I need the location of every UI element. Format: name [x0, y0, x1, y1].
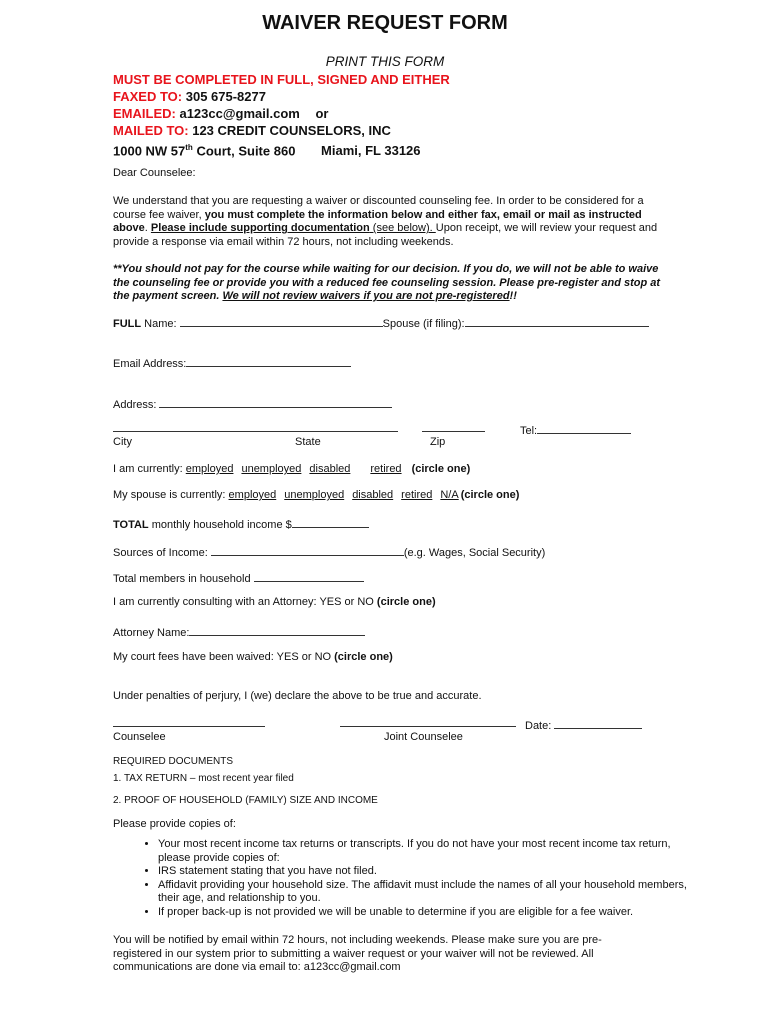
must-complete-line: MUST BE COMPLETED IN FULL, SIGNED AND EITHER	[113, 72, 450, 87]
intro-text-c: .	[144, 222, 151, 234]
spouse-employment-row	[113, 489, 519, 501]
name-field[interactable]	[180, 315, 383, 327]
bullet-item: • IRS statement stating that you have not filed.	[158, 865, 703, 879]
option-retired[interactable]: retired	[370, 463, 402, 475]
address-label: Address:	[113, 399, 160, 411]
bullet-item: • Affidavit providing your household size. The affidavit must include the names of all your household members, their age, and relationship to you.	[158, 879, 703, 906]
attorney-name-label: Attorney Name:	[113, 627, 190, 639]
street-line	[113, 139, 421, 159]
court-fees-circle-one: (circle one)	[334, 651, 393, 663]
sources-field[interactable]	[211, 544, 404, 556]
address-row	[113, 396, 392, 411]
spouse-field[interactable]	[465, 315, 649, 327]
zip-label: Zip	[430, 436, 446, 448]
spouse-option-na[interactable]: N/A	[440, 489, 459, 501]
fax-line	[113, 88, 266, 105]
tel-label: Tel:	[520, 425, 538, 437]
required-bullets	[113, 838, 703, 919]
counselee-label: Counselee	[113, 731, 166, 743]
email-label: Email Address:	[113, 358, 187, 370]
email-line	[113, 105, 328, 122]
date-label: Date:	[525, 720, 555, 732]
email-field[interactable]	[186, 355, 351, 367]
form-title: WAIVER REQUEST FORM	[262, 12, 508, 34]
bullet-item: • Your most recent income tax returns or transcripts. If you do not have your most recent income tax return, please provide copies of:	[158, 838, 703, 865]
joint-counselee-label: Joint Counselee	[384, 731, 463, 743]
members-field[interactable]	[254, 570, 364, 582]
intro-text-see-below: (see below).	[369, 222, 436, 234]
option-unemployed[interactable]: unemployed	[241, 463, 302, 475]
sources-hint: (e.g. Wages, Social Security)	[403, 547, 546, 559]
spouse-currently-label: My spouse is currently:	[113, 489, 229, 501]
income-label: monthly household income $	[148, 519, 292, 531]
required-item-2: 2. PROOF OF HOUSEHOLD (FAMILY) SIZE AND INCOME	[113, 795, 378, 806]
spouse-label: Spouse (if filing):	[382, 318, 465, 330]
spouse-option-retired[interactable]: retired	[401, 489, 433, 501]
attorney-circle-one: (circle one)	[376, 596, 436, 608]
required-item-1: 1. TAX RETURN – most recent year filed	[113, 773, 294, 784]
members-row	[113, 570, 364, 585]
tel-field[interactable]	[537, 422, 631, 434]
warning-text-c: !!	[509, 290, 517, 302]
option-disabled[interactable]: disabled	[309, 463, 351, 475]
fax-number: 305 675-8277	[185, 89, 266, 104]
joint-signature-field[interactable]	[340, 715, 516, 727]
members-label: Total members in household	[113, 573, 254, 585]
employment-row	[113, 463, 470, 475]
income-field[interactable]	[292, 516, 369, 528]
total-label: TOTAL	[113, 519, 149, 531]
mailed-line	[113, 122, 391, 139]
mailed-label: MAILED TO:	[113, 123, 189, 138]
attorney-name-field[interactable]	[189, 624, 365, 636]
court-fees-row	[113, 651, 393, 663]
street-suffix: Court, Suite 860	[196, 143, 296, 159]
counselee-signature-field[interactable]	[113, 715, 265, 727]
intro-text-documentation: Please include supporting documentation	[150, 222, 370, 234]
street-sup: th	[185, 143, 193, 152]
attorney-consult-row	[113, 596, 436, 608]
zip-field[interactable]	[422, 420, 485, 432]
intro-text-f: Upon receipt, we will review your request and provide a response via email within 72 hours, not including weekends.	[113, 222, 658, 248]
court-fees-text: My court fees have been waived: YES or NO	[113, 651, 335, 663]
spouse-option-unemployed[interactable]: unemployed	[284, 489, 345, 501]
required-heading: REQUIRED DOCUMENTS	[113, 756, 234, 767]
greeting: Dear Counselee:	[113, 167, 196, 179]
income-row	[113, 516, 369, 531]
spouse-option-employed[interactable]: employed	[228, 489, 277, 501]
city-state-field[interactable]	[113, 420, 398, 432]
spouse-circle-one-note: (circle one)	[460, 489, 520, 501]
city-state-zip: Miami, FL 33126	[321, 143, 421, 159]
intro-text-bold: you must complete the information below and either fax, email or mail as instructed above	[113, 208, 642, 234]
spouse-option-disabled[interactable]: disabled	[352, 489, 394, 501]
name-row	[113, 315, 649, 330]
footer-note: You will be notified by email within 72 hours, not including weekends. Please make sure you are pre-registered in our system prior to submitting a waiver request or your waiver will not be reviewed. All communications are done via email to: a123cc@gmail.com	[113, 934, 602, 973]
provide-copies: Please provide copies of:	[113, 818, 236, 830]
street-prefix: 1000 NW 57	[113, 143, 186, 159]
name-label: Name:	[141, 318, 180, 330]
option-employed[interactable]: employed	[185, 463, 234, 475]
fax-label: FAXED TO:	[113, 89, 183, 104]
sources-row	[113, 544, 545, 559]
warning-text-underlined: We will not review waivers if you are not pre-registered	[222, 290, 510, 302]
emailed-label: EMAILED:	[113, 106, 176, 121]
state-label: State	[295, 436, 321, 448]
address-field[interactable]	[159, 396, 392, 408]
perjury-statement: Under penalties of perjury, I (we) declare the above to be true and accurate.	[113, 690, 482, 702]
print-this-form: PRINT THIS FORM	[325, 54, 445, 69]
warning-text-a: **You should not pay for the course while waiting for our decision. If you do, we will not be able to waive the counseling fee or provide you with a reduced fee counseling session. Please pre-register and stop at the payment screen.	[113, 263, 661, 302]
company-name: 123 CREDIT COUNSELORS, INC	[192, 123, 391, 138]
date-field[interactable]	[554, 717, 642, 729]
date-row	[525, 717, 642, 732]
email-address: a123cc@gmail.com	[179, 106, 300, 121]
attorney-consult-text: I am currently consulting with an Attorney: YES or NO	[113, 596, 377, 608]
bullet-item: • If proper back-up is not provided we will be unable to determine if you are eligible for a fee waiver.	[158, 906, 703, 920]
city-label: City	[113, 436, 132, 448]
sources-label: Sources of Income:	[113, 547, 211, 559]
intro-paragraph	[113, 195, 661, 249]
intro-text-a: We understand that you are requesting a waiver or discounted counseling fee. In order to be considered for a course fee waiver,	[113, 195, 644, 221]
warning-paragraph	[113, 263, 661, 304]
tel-row	[520, 422, 631, 437]
circle-one-note: (circle one)	[411, 463, 471, 475]
attorney-name-row	[113, 624, 365, 639]
email-row	[113, 355, 351, 370]
full-label: FULL	[113, 318, 142, 330]
or-text: or	[315, 106, 329, 121]
currently-label: I am currently:	[113, 463, 186, 475]
